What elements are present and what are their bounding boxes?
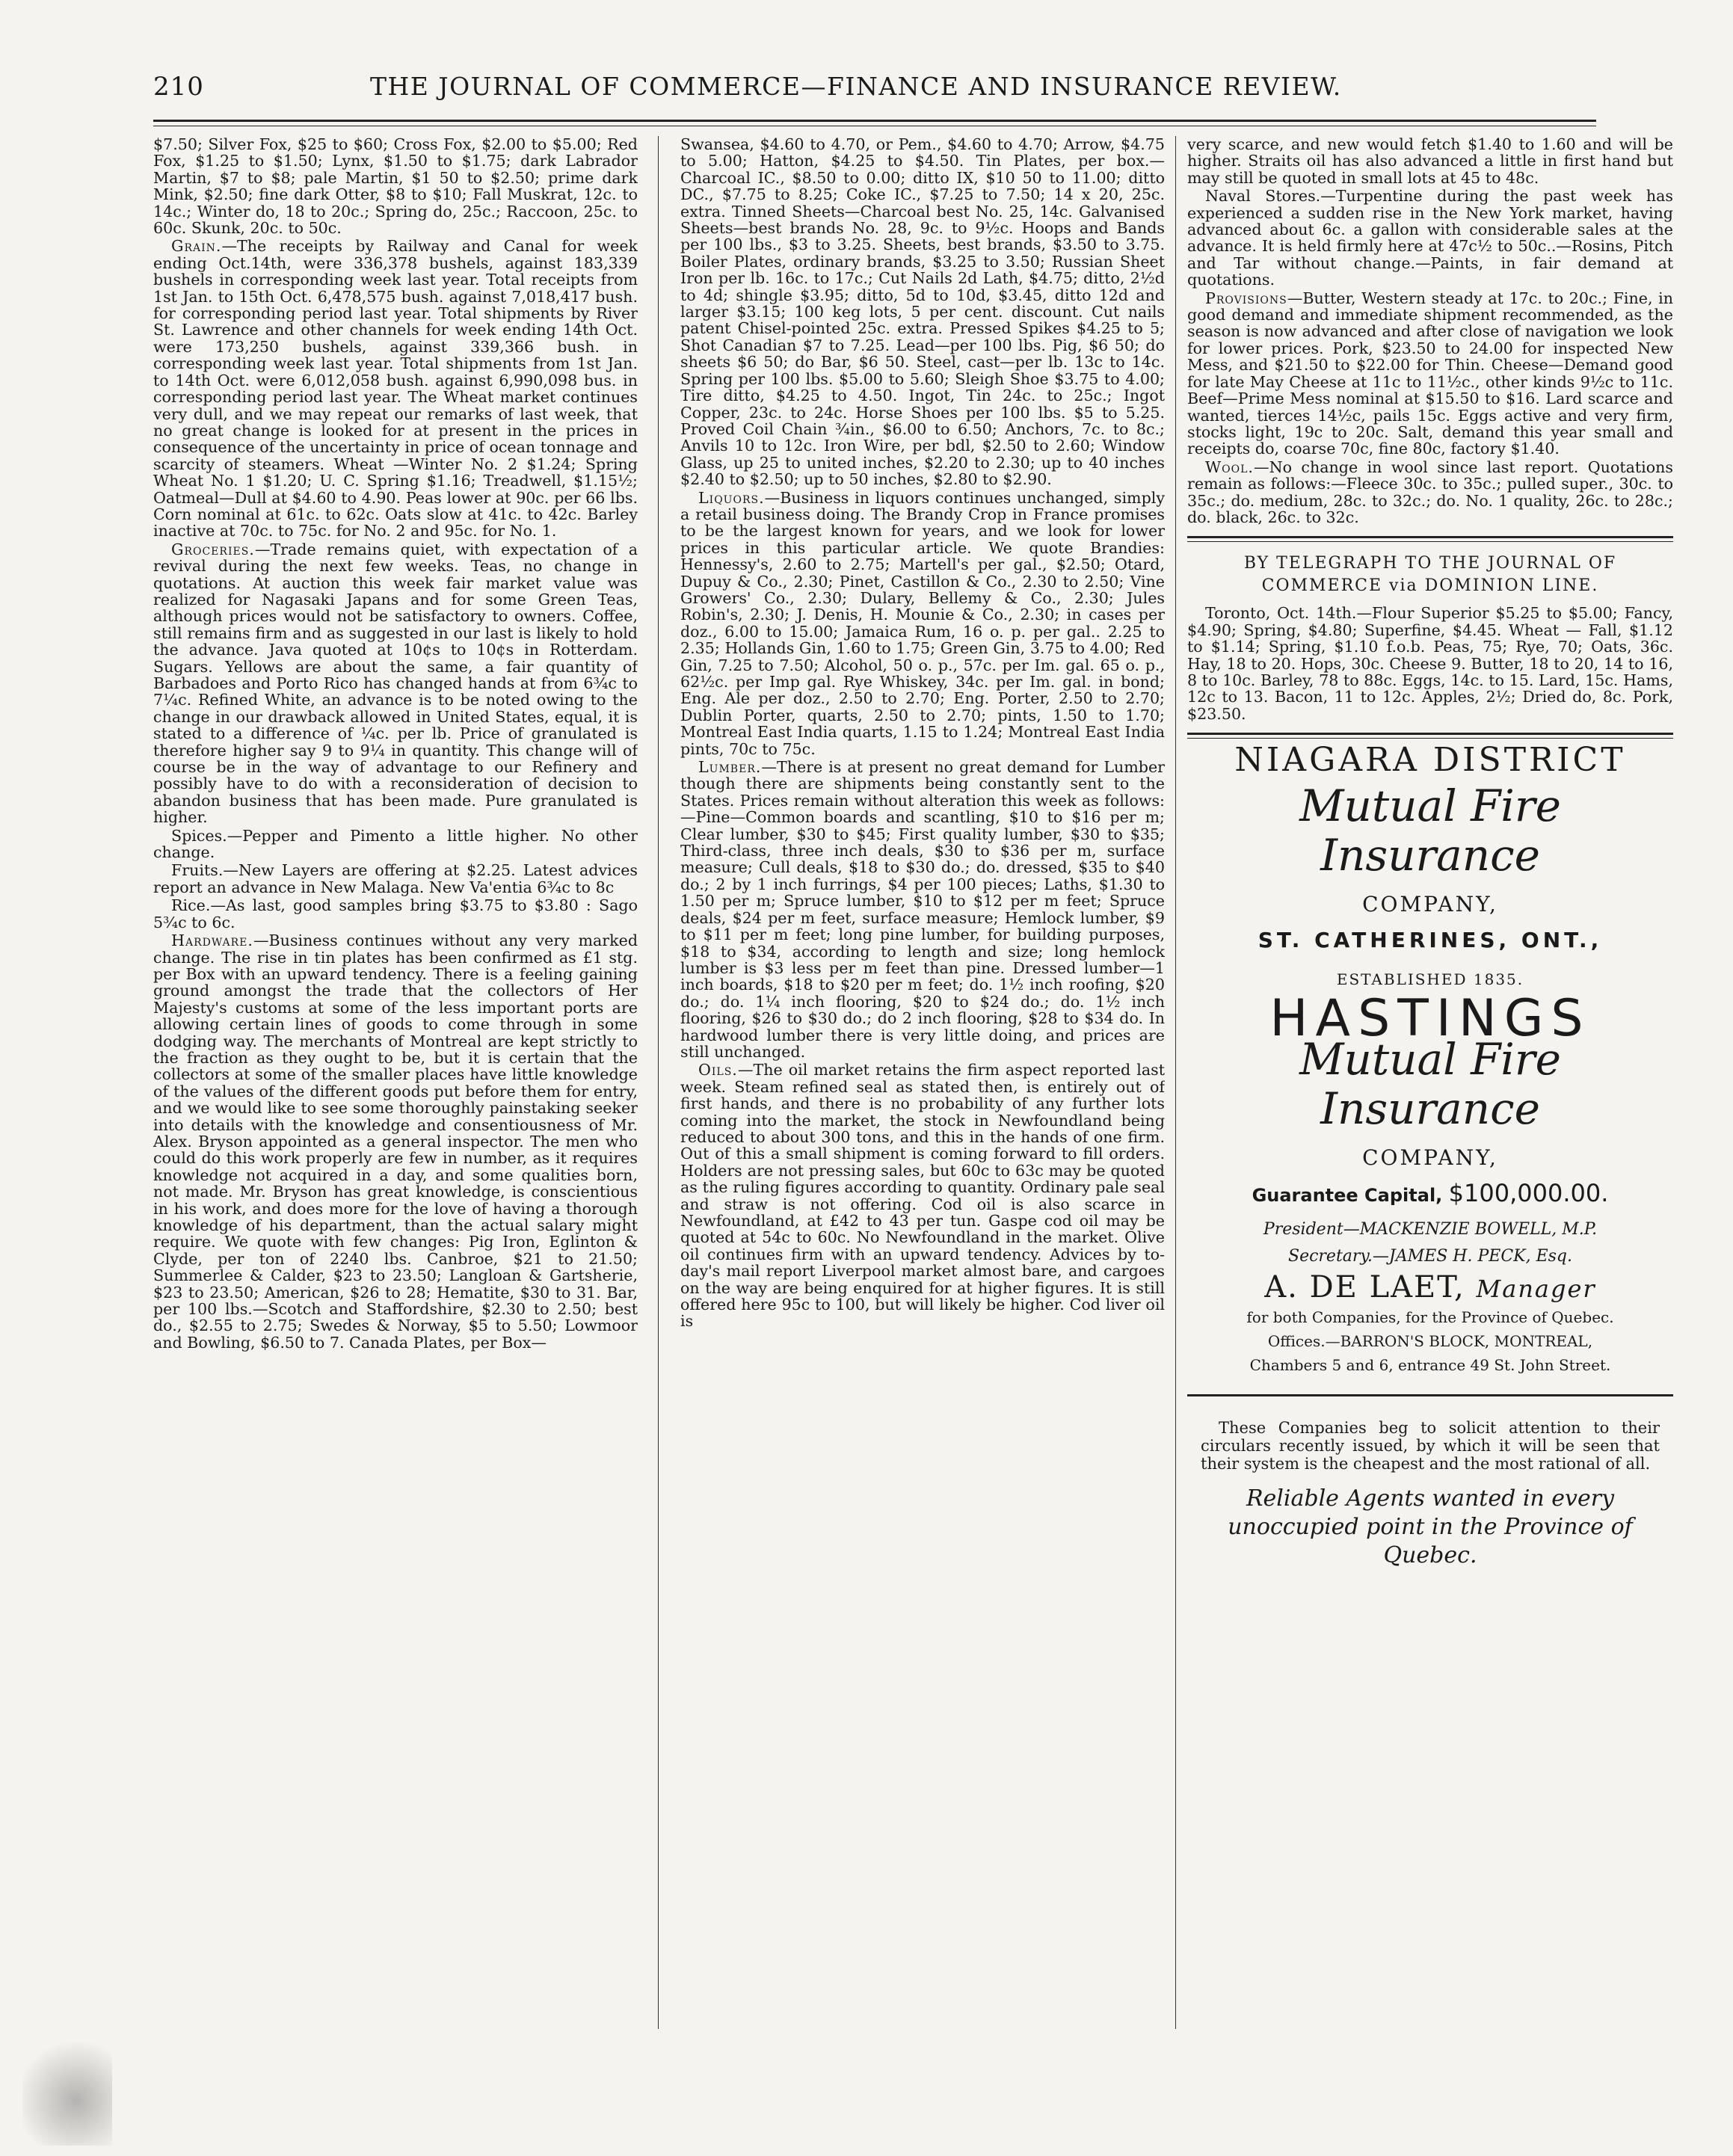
plates-paragraph: Swansea, $4.60 to 4.70, or Pem., $4.60 to 4.70; Arrow, $4.75 to 5.00; Hatton, $4.25 to $4.50. Tin Plates, per box.—Charcoal IC., $8.50 to 0.00; ditto IX, $10 50 to 11.00; ditto DC., $7.75 to 8.25; Coke IC., $7.25 to 7.50; 14 x 20, 25c. extra. Tinned Sheets—Charcoal best No. 25, 14c. Galvanised Sheets—best brands No. 28, 9c. to 9½c. Hoops and Bands per 100 lbs., $3 to 3.25. Sheets, best brands, $3.50 to 3.75. Boiler Plates, ordinary brands, $3.25 to 3.50; Russian Sheet Iron per lb. 16c. to 17c.; Cut Nails 2d Lath, $4.75; ditto, 2½d to 4d; shingle $3.95; ditto, 5d to 10d, $3.45, ditto 12d and larger $3.15; 100 keg lots, 5 per cent. discount. Cut nails patent Chisel-pointed 25c. extra. Pressed Spikes $4.25 to 5; Shot Canadian $7 to 7.25. Lead—per 100 lbs. Pig, $6 50; do sheets $6 50; do Bar, $6 50. Steel, cast—per lb. 13c to 14c. Spring per 100 lbs. $5.00 to 5.60; Sleigh Shoe $3.75 to 4.00; Tire ditto, $4.25 to 4.50. Ingot, Tin 24c. to 25c.; Ingot Copper, 23c. to 24c. Horse Shoes per 100 lbs. $5 to 5.25. Proved Coil Chain ¾in., $6.00 to 6.50; Anchors, 7c. to 8c.; Anvils 10 to 12c. Iron Wire, per bdl, $2.50 to 2.60; Window Glass, up 25 to united inches, $2.20 to 2.30; up to 40 inches $2.40 to $2.50; up to 50 inches, $2.80 to $2.90. <box>680 136 1165 489</box>
hastings-title: HASTINGS <box>1269 988 1591 1048</box>
liquors-text: —Business in liquors continues unchanged, simply a retail business doing. The Brandy Crop in France promises to be the largest known for years, and we look for lower prices in this particular article. We quote Brandies: Hennessy's, 2.60 to 2.75; Martell's per gal., $2.50; Otard, Dupuy & Co., 2.30; Pinet, Castillon & Co., 2.30 to 2.50; Vine Growers' Co., 2.30; Dulary, Bellemy & Co., 2.30; Jules Robin's, 2.30; J. Denis, H. Mounie & Co., 2.30; in cases per doz., 6.00 to 15.00; Jamaica Rum, 16 o. p. per gal.. 2.25 to 2.35; Hollands Gin, 1.60 to 1.75; Green Gin, 3.75 to 4.00; Red Gin, 7.25 to 7.50; Alcohol, 50 o. p., 57c. per Im. gal. 65 o. p., 62½c. per Imp gal. Rye Whiskey, 34c. per Im. gal. in bond; Eng. Ale per doz., 2.50 to 2.70; Eng. Porter, 2.50 to 2.70; Dublin Porter, quarts, 2.50 to 2.70; pints, 1.50 to 1.70; Montreal East India quarts, 1.15 to 1.24; Montreal East India pints, 70c to 75c. <box>680 488 1165 758</box>
wool-heading: Wool. <box>1205 458 1254 476</box>
advert-rule <box>1187 733 1673 739</box>
grain-paragraph <box>153 238 638 539</box>
provisions-paragraph <box>1187 290 1673 458</box>
chambers-line: Chambers 5 and 6, entrance 49 St. John Street. <box>1249 1356 1611 1375</box>
groceries-text: —Trade remains quiet, with expectation of a revival during the next few weeks. Teas, no change in quotations. At auction this week fair market value was realized for Nagasaki Japans and for some Green Teas, although prices would not be satisfactory to owners. Coffee, still remains firm and as suggested in our last is likely to hold the advance. Java quoted at 10¢s to 10¢s in Rotterdam. Sugars. Yellows are about the same, a fair quantity of Barbadoes and Porto Rico has changed hands at from 6¾c to 7¼c. Refined White, an advance is to be noted owing to the change in our drawback allowed in United States, equal, it is stated to a difference of ¼c. per lb. Price of granulated is therefore higher say 9 to 9¼ in quantity. This change will of course be in the way of advantage to our Refinery and possibly have to do with a reconsideration of decision to abandon business that has been made. Pure granulated is higher. <box>153 540 638 827</box>
advert-separator <box>1187 1394 1673 1396</box>
naval-stores-paragraph: Naval Stores.—Turpentine during the past week has experienced a sudden rise in the New York market, having advanced about 6c. a gallon with considerable sales at the advance. It is held firmly here at 47c½ to 50c..—Rosins, Pitch and Tar without change.—Paints, in fair demand at quotations. <box>1187 187 1673 289</box>
wool-paragraph <box>1187 459 1673 526</box>
column-divider <box>658 136 659 2029</box>
oils-text: —The oil market retains the firm aspect reported last week. Steam refined seal as stated then, is entirely out of first hands, and there is no probability of any further lots coming into the market, the stock in Newfoundland being reduced to about 300 tons, and this in the hands of one firm. Out of this a small shipment is coming forward to fill orders. Holders are not pressing sales, but 60c to 63c may be quoted as the ruling figures according to quantity. Ordinary pale seal and straw is not offering. Cod oil is also scarce in Newfoundland, at £42 to 43 per tun. Gaspe cod oil may be quoted at 54c to 60c. No Newfoundland in the market. Olive oil continues firm with an upward tendency. Advices by to-day's mail report Liverpool market almost bare, and cargoes on the way are being enquired for at higher figures. It is still offered here 95c to 100, but will likely be higher. Cod liver oil is <box>680 1061 1165 1331</box>
page-header <box>153 72 1596 108</box>
offices-line: Offices.—BARRON'S BLOCK, MONTREAL, <box>1267 1332 1593 1351</box>
column-left <box>153 136 638 2029</box>
hardware-text: —Business continues without any very marked change. The rise in tin plates has been confirmed as £1 stg. per Box with an upward tendency. There is a feeling gaining ground amongst the trade that the collectors of Her Majesty's customs at some of the less important ports are allowing certain lines of goods to come through in some dodging way. The merchants of Montreal are kept strictly to the fraction as they ought to be, but it is certain that the collectors at some of the smaller places have little knowledge of the values of the different goods put before them for entry, and we would like to see some thoroughly painstaking seeker into details with the knowledge and consentiousness of Mr. Alex. Bryson appointed as a general inspector. The men who could do this work properly are few in number, as it requires knowledge not acquired in a day, and some qualities born, not made. Mr. Bryson has great knowledge, is conscientious in his work, and does more for the love of having a thorough knowledge of his department, than the actual salary might require. We quote with few changes: Pig Iron, Eglinton & Clyde, per ton of 2240 lbs. Canbroe, $21 to 21.50; Summerlee & Calder, $23 to 23.50; Langloan & Gartsherie, $23 to 23.50; American, $26 to 28; Hematite, $30 to 31. Bar, per 100 lbs.—Scotch and Staffordshire, $2.30 to 2.50; best do., $2.55 to 2.75; Swedes & Norway, $5 to 5.50; Lowmoor and Bowling, $6.50 to 7. Canada Plates, per Box— <box>153 931 638 1352</box>
liquors-paragraph <box>680 490 1165 758</box>
lumber-text: —There is at present no great demand for Lumber though there are shipments being constantly sent to the States. Prices remain without alteration this week as follows:—Pine—Common boards and scantling, $10 to $16 per m; Clear lumber, $30 to $45; First quality lumber, $30 to $35; Third-class, three inch deals, $30 to $36 per m, surface measure; Cull deals, $18 to $30 do.; do. dressed, $35 to $40 do.; 2 by 1 inch furrings, $4 per 100 pieces; Laths, $1.30 to 1.50 per m; Spruce lumber, $10 to $12 per m feet; Spruce deals, $24 per m feet, surface measure; Hemlock lumber, $9 to $11 per m feet; long pine lumber, for building purposes, $18 to $34, according to length and size; long hemlock lumber is $3 less per m feet than pine. Dressed lumber—1 inch boards, $18 to $20 per m feet; do. 1½ inch roofing, $20 do.; do. 1¼ inch flooring, $20 to $24 do.; do. 1½ inch flooring, $26 to $30 do.; do 2 inch flooring, $28 to $34 do. In hardwood lumber there is very little doing, and prices are still unchanged. <box>680 758 1165 1061</box>
groceries-paragraph <box>153 541 638 826</box>
fruits-paragraph: Fruits.—New Layers are offering at $2.25. Latest advices report an advance in New Malaga. New Va'entia 6¾c to 8c <box>153 861 638 896</box>
wool-text: —No change in wool since last report. Quotations remain as follows:—Fleece 30c. to 35c.; pulled super., 30c. to 35c.; do. medium, 28c. to 32c.; do. No. 1 quality, 26c. to 28c.; do. black, 26c. to 32c. <box>1187 458 1673 526</box>
manager-scope: for both Companies, for the Province of Quebec. <box>1246 1308 1614 1327</box>
niagara-company: COMPANY, <box>1362 891 1498 917</box>
oils-continued-paragraph: very scarce, and new would fetch $1.40 to 1.60 and will be higher. Straits oil has also advanced a little in first hand but may still be quoted in small lots at 45 to 48c. <box>1187 136 1673 187</box>
capital-value: $100,000.00. <box>1448 1178 1609 1207</box>
capital-label: Guarantee Capital, <box>1252 1184 1443 1206</box>
provisions-heading: Provisions <box>1205 289 1287 307</box>
page-number: 210 <box>153 72 204 102</box>
agents-wanted: Reliable Agents wanted in every unoccupied point in the Province of Quebec. <box>1228 1485 1633 1569</box>
manager-title: Manager <box>1476 1274 1596 1303</box>
grain-text: —The receipts by Railway and Canal for week ending Oct.14th, were 336,378 bushels, against 183,339 bushels in corresponding week last year. Total receipts from 1st Jan. to 15th Oct. 6,478,575 bush. against 7,018,417 bush. for corresponding period last year. Total shipments by River St. Lawrence and other channels for week ending 14th Oct. were 173,250 bushels, against 339,366 bush. in corresponding week last year. Total shipments from 1st Jan. to 14th Oct. were 6,012,058 bush. against 6,990,098 bus. in corresponding period last year. The Wheat market continues very dull, and we may repeat our remarks of last week, that no great change is looked for at present in the prices in consequence of the uncertainty in price of ocean tonnage and scarcity of steamers. Wheat —Winter No. 2 $1.24; Spring Wheat No. 1 $1.20; U. C. Spring $1.16; Treadwell, $1.15½; Oatmeal—Dull at $4.60 to 4.90. Peas lower at 90c. per 66 lbs. Corn nominal at 61c. to 62c. Oats slow at 41c. to 42c. Barley inactive at 70c. to 75c. for No. 2 and 95c. for No. 1. <box>153 237 638 540</box>
oils-heading: Oils. <box>698 1061 738 1079</box>
grain-heading: Grain. <box>171 237 222 256</box>
running-title: THE JOURNAL OF COMMERCE—FINANCE AND INSURANCE REVIEW. <box>370 72 1342 101</box>
niagara-place: ST. CATHERINES, ONT., <box>1258 928 1603 952</box>
header-rule <box>153 120 1596 126</box>
section-rule <box>1187 536 1673 542</box>
hardware-heading: Hardware. <box>171 931 253 950</box>
column-divider <box>1175 136 1176 2029</box>
groceries-heading: Groceries. <box>171 540 255 558</box>
manager-name: A. DE LAET, <box>1264 1269 1465 1305</box>
oils-paragraph <box>680 1062 1165 1330</box>
hastings-company: COMPANY, <box>1362 1145 1498 1171</box>
president-line: President—MACKENZIE BOWELL, M.P. <box>1263 1220 1598 1239</box>
provisions-text: —Butter, Western steady at 17c. to 20c.; Fine, in good demand and immediate shipment recommended, as the season is now advanced and after close of navigation we look for lower prices. Pork, $23.50 to 24.00 for inspected New Mess, and $21.50 to $22.00 for Thin. Cheese—Demand good for late May Cheese at 11c to 11½c., other kinds 9½c to 11c. Beef—Prime Mess nominal at $15.50 to $16. Lard scarce and wanted, tierces 14½c, pails 15c. Eggs active and very firm, stocks light, 19c to 20c. Salt, demand this year small and receipts do, coarse 70c, fine 80c, factory $1.40. <box>1187 289 1673 458</box>
guarantee-capital <box>1187 1178 1673 1207</box>
lumber-paragraph <box>680 759 1165 1060</box>
column-right <box>1187 136 1673 2029</box>
liquors-heading: Liquors. <box>698 488 765 507</box>
spices-paragraph: Spices.—Pepper and Pimento a little higher. No other change. <box>153 826 638 862</box>
rice-paragraph: Rice.—As last, good samples bring $3.75 to $3.80 : Sago 5¾c to 6c. <box>153 896 638 931</box>
manager-line <box>1187 1269 1673 1305</box>
niagara-subtitle: Mutual Fire Insurance <box>1299 780 1561 881</box>
lumber-heading: Lumber. <box>698 758 762 777</box>
telegraph-paragraph: Toronto, Oct. 14th.—Flour Superior $5.25 to $5.00; Fancy, $4.90; Spring, $4.80; Superfine, $4.45. Wheat — Fall, $1.12 to $1.14; Spring, $1.10 f.o.b. Peas, 75; Rye, 70; Oats, 36c. Hay, 18 to 20. Hops, 30c. Cheese 9. Butter, 18 to 20, 14 to 16, 8 to 10c. Barley, 78 to 88c. Eggs, 14c. to 15. Lard, 15c. Hams, 12c to 13. Bacon, 11 to 12c. Apples, 2½; Dried do, 8c. Pork, $23.50. <box>1187 604 1673 723</box>
furs-paragraph: $7.50; Silver Fox, $25 to $60; Cross Fox, $2.00 to $5.00; Red Fox, $1.25 to $1.50; Lynx, $1.50 to $1.75; dark Labrador Martin, $7 to $8; pale Martin, $1 50 to $2.50; prime dark Mink, $2.50; fine dark Otter, $8 to $10; Fall Muskrat, 12c. to 14c.; Winter do, 18 to 20c.; Spring do, 25c.; Raccoon, 25c. to 60c. Skunk, 20c. to 50c. <box>153 136 638 238</box>
advert-notice: These Companies beg to solicit attention to their circulars recently issued, by which it will be seen that their system is the cheapest and the most rational of all. <box>1201 1419 1660 1473</box>
insurance-advertisement <box>1187 741 1673 1570</box>
hastings-subtitle: Mutual Fire Insurance <box>1299 1034 1561 1135</box>
hardware-paragraph <box>153 932 638 1351</box>
telegraph-heading: BY TELEGRAPH TO THE JOURNAL OF COMMERCE via DOMINION LINE. <box>1243 554 1617 596</box>
niagara-established: ESTABLISHED 1835. <box>1336 970 1524 989</box>
column-middle <box>680 136 1165 2029</box>
secretary-line: Secretary.—JAMES H. PECK, Esq. <box>1288 1247 1572 1266</box>
niagara-title: NIAGARA DISTRICT <box>1234 741 1626 780</box>
scan-blemish <box>22 2033 112 2146</box>
